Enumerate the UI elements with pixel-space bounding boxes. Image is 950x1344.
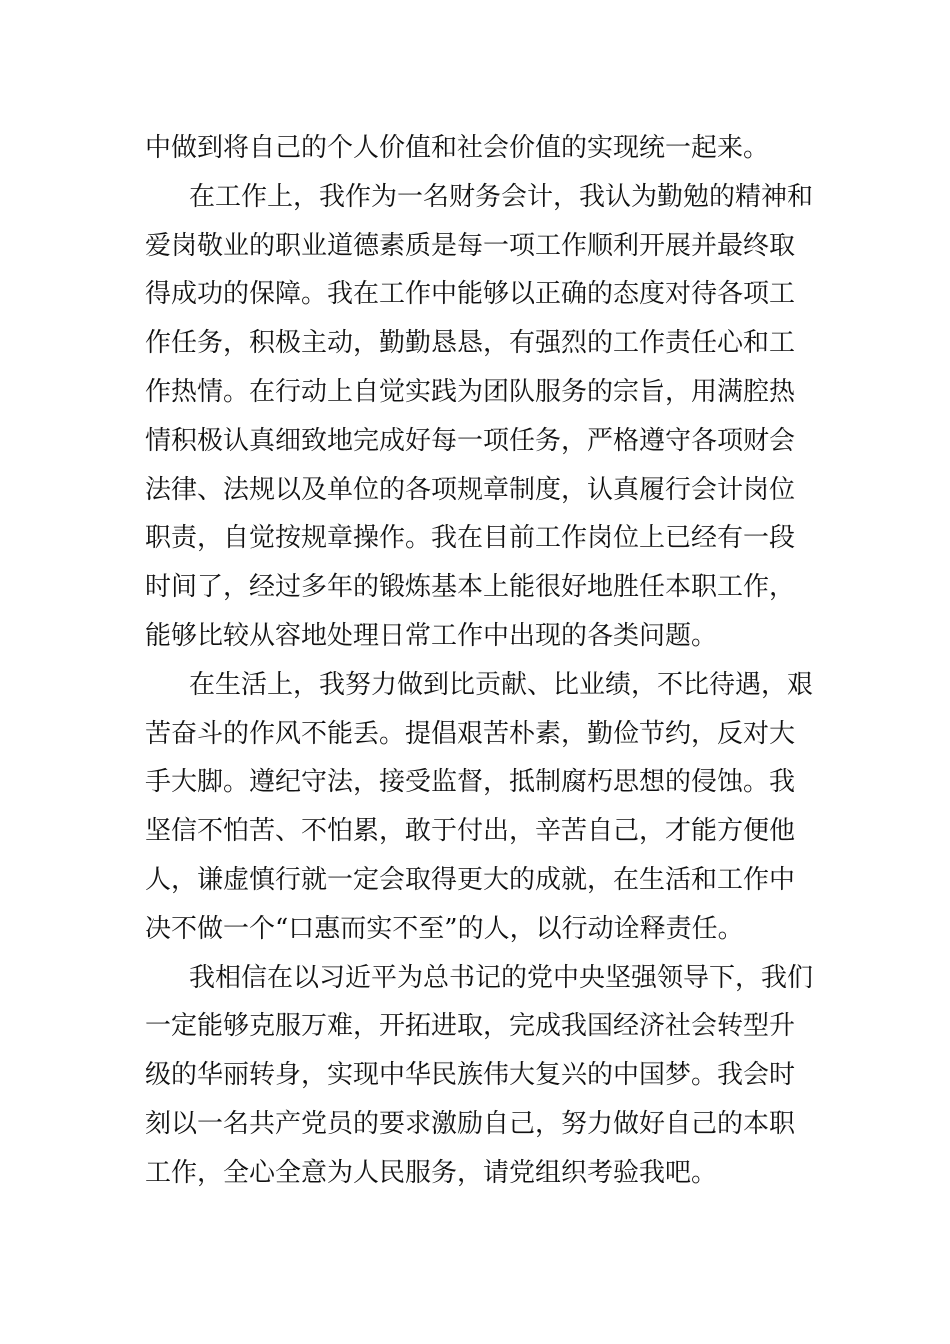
paragraph-1-line-1: 中做到将自己的个人价值和社会价值的实现统一起来。 xyxy=(145,133,770,163)
paragraph-2-line-3: 得成功的保障。我在工作中能够以正确的态度对待各项工 xyxy=(145,279,796,310)
paragraph-3-line-1: 在生活上，我努力做到比贡献、比业绩，不比待遇，艰 xyxy=(189,669,814,700)
paragraph-3-line-4: 坚信不怕苦、不怕累，敢于付出，辛苦自己，才能方便他 xyxy=(145,816,796,847)
paragraph-2-line-10: 能够比较从容地处理日常工作中出现的各类问题。 xyxy=(145,620,718,651)
paragraph-3-line-6: 决不做一个“口惠而实不至”的人，以行动诠释责任。 xyxy=(145,913,744,944)
paragraph-2-line-7: 法律、法规以及单位的各项规章制度，认真履行会计岗位 xyxy=(145,474,796,505)
paragraph-3-line-2: 苦奋斗的作风不能丢。提倡艰苦朴素，勤俭节约，反对大 xyxy=(145,718,796,749)
paragraph-2-line-4: 作任务，积极主动，勤勤恳恳，有强烈的工作责任心和工 xyxy=(145,328,796,359)
paragraph-4-line-2: 一定能够克服万难，开拓进取，完成我国经济社会转型升 xyxy=(145,1011,796,1042)
paragraph-4-line-1: 我相信在以习近平为总书记的党中央坚强领导下，我们 xyxy=(189,962,814,993)
paragraph-3-line-5: 人，谦虚慎行就一定会取得更大的成就，在生活和工作中 xyxy=(145,864,796,895)
paragraph-4-line-3: 级的华丽转身，实现中华民族伟大复兴的中国梦。我会时 xyxy=(145,1060,796,1091)
paragraph-2-line-9: 时间了，经过多年的锻炼基本上能很好地胜任本职工作， xyxy=(145,572,796,603)
paragraph-4-line-5: 工作，全心全意为人民服务，请党组织考验我吧。 xyxy=(145,1157,718,1188)
paragraph-3-line-3: 手大脚。遵纪守法，接受监督，抵制腐朽思想的侵蚀。我 xyxy=(145,767,796,798)
document-body xyxy=(145,124,815,1198)
paragraph-2-line-5: 作热情。在行动上自觉实践为团队服务的宗旨，用满腔热 xyxy=(145,376,796,407)
paragraph-2-line-8: 职责，自觉按规章操作。我在目前工作岗位上已经有一段 xyxy=(145,523,796,554)
paragraph-2-line-2: 爱岗敬业的职业道德素质是每一项工作顺利开展并最终取 xyxy=(145,230,796,261)
paragraph-4-line-4: 刻以一名共产党员的要求激励自己，努力做好自己的本职 xyxy=(145,1108,796,1139)
paragraph-2-line-1: 在工作上，我作为一名财务会计，我认为勤勉的精神和 xyxy=(189,181,814,212)
paragraph-2-line-6: 情积极认真细致地完成好每一项任务，严格遵守各项财会 xyxy=(145,425,796,456)
